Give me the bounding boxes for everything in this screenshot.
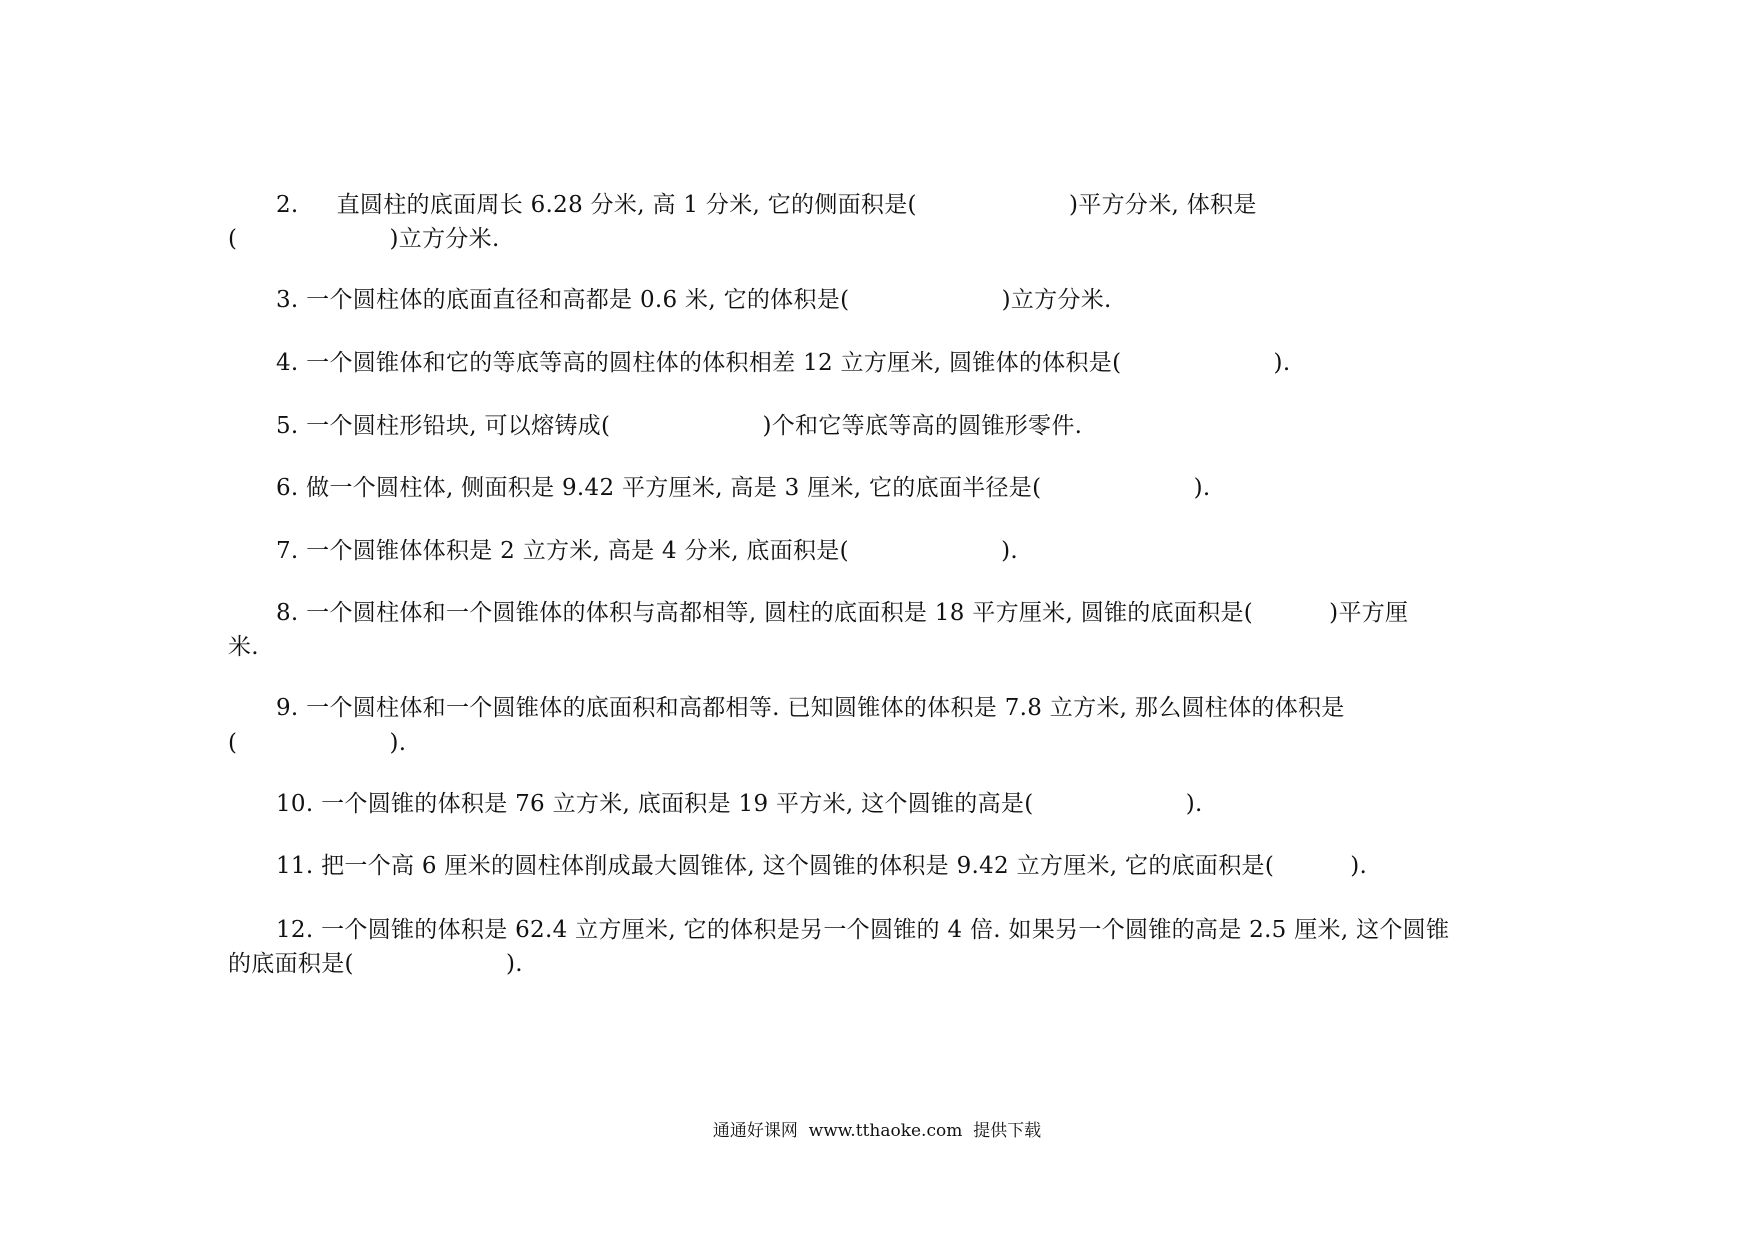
question-3: 3. 一个圆柱体的底面直径和高都是 0.6 米, 它的体积是( )立方分米. [276,287,1112,313]
question-2-line-2: ( )立方分米. [228,226,500,252]
question-2-line-1: 2. 直圆柱的底面周长 6.28 分米, 高 1 分米, 它的侧面积是( )平方分米, 体积是 [276,192,1257,218]
question-8-line-1: 8. 一个圆柱体和一个圆锥体的体积与高都相等, 圆柱的底面积是 18 平方厘米, 圆锥的底面积是( )平方厘 [276,600,1409,626]
question-12-line-1: 12. 一个圆锥的体积是 62.4 立方厘米, 它的体积是另一个圆锥的 4 倍. 如果另一个圆锥的高是 2.5 厘米, 这个圆锥 [276,917,1450,943]
question-10: 10. 一个圆锥的体积是 76 立方米, 底面积是 19 平方米, 这个圆锥的高是( ). [276,791,1203,817]
question-5: 5. 一个圆柱形铅块, 可以熔铸成( )个和它等底等高的圆锥形零件. [276,413,1083,439]
question-12-line-2: 的底面积是( ). [228,951,523,977]
question-9-line-2: ( ). [228,730,407,756]
question-4: 4. 一个圆锥体和它的等底等高的圆柱体的体积相差 12 立方厘米, 圆锥体的体积是( ). [276,350,1291,376]
question-8-line-2: 米. [228,634,259,660]
question-11: 11. 把一个高 6 厘米的圆柱体削成最大圆锥体, 这个圆锥的体积是 9.42 立方厘米, 它的底面积是( ). [276,853,1368,879]
footer-source-credit: 通通好课网 www.tthaoke.com 提供下载 [712,1121,1042,1141]
question-9-line-1: 9. 一个圆柱体和一个圆锥体的底面积和高都相等. 已知圆锥体的体积是 7.8 立方米, 那么圆柱体的体积是 [276,695,1345,721]
question-7: 7. 一个圆锥体体积是 2 立方米, 高是 4 分米, 底面积是( ). [276,538,1018,564]
question-6: 6. 做一个圆柱体, 侧面积是 9.42 平方厘米, 高是 3 厘米, 它的底面半径是( ). [276,475,1211,501]
